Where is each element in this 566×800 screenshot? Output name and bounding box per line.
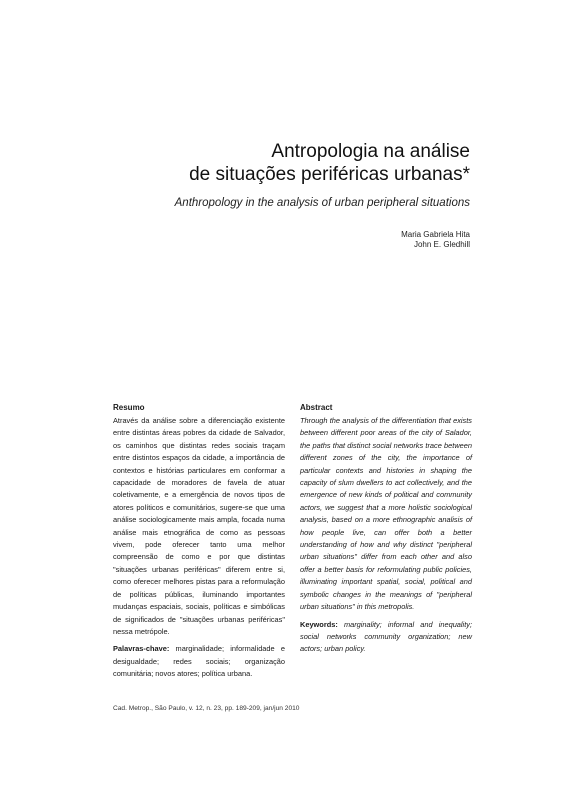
author-2: John E. Gledhill	[413, 240, 470, 249]
abstract-keywords-label: Keywords:	[300, 619, 338, 629]
resumo-keywords-text: marginalidade; informalidade e desigualdade; redes sociais; organização comunitária; novos atores; política urbana.	[113, 644, 285, 679]
title-line-1: Antropologia na análise	[271, 141, 470, 162]
english-subtitle: Anthropology in the analysis of urban peripheral situations	[174, 197, 470, 209]
resumo-body: Através da análise sobre a diferenciação existente entre distintas áreas pobres da cidade de Salvador, os caminhos que distintas redes sociais traçam entre distintos espaços da cidade, a importância de contextos e histórias particulares em conformar a capacidade de moradores de favela de atuar coletivamente, e a emergência de novos tipos de atores políticos e comunitários, sugere-se que uma análise sociologicamente mais ampla, focada numa análise mais etnográfica de como as pessoas vivem, pode oferecer tanto uma melhor compreensão de como e por que distintas "situações urbanas periféricas" diferem entre si, como oferecer melhores pistas para a reformulação de políticas públicas, iluminando importantes mudanças espaciais, sociais, políticas e simbólicas de significados de "situações urbanas periféricas" nessa metrópole.	[113, 416, 285, 636]
resumo-heading: Resumo	[113, 403, 145, 412]
abstract-column	[300, 402, 472, 656]
abstract-heading: Abstract	[300, 403, 333, 412]
abstract-body: Through the analysis of the differentiation that exists between different poor areas of the city of Salador, the paths that distinct social networks trace between different zones of the city, the importance of particular contexts and histories in shaping the capacity of slum dwellers to act collectively, and the emergence of new kinds of political and community actors, we suggest that a more holistic sociological analysis, based on a more ethnographic analisis of how people live, can offer both a better understanding of how and why distinct "peripheral urban situations" differ from each other and also offer a better basis for reformulating public policies, illuminating important spatial, social, political and symbolic changes in the meanings of "peripheral urban situations" in this metropolis.	[300, 416, 472, 612]
resumo-keywords	[113, 643, 285, 680]
author-1: Maria Gabriela Hita	[401, 230, 470, 239]
abstract-keywords	[300, 619, 472, 656]
author-list	[401, 230, 470, 250]
resumo-column	[113, 402, 285, 681]
article-title	[189, 140, 470, 186]
title-line-2: de situações periféricas urbanas*	[189, 164, 470, 185]
abstract-keywords-text: marginality; informal and inequality; social networks community organization; new actors; urban policy.	[300, 619, 473, 654]
citation-footer: Cad. Metrop., São Paulo, v. 12, n. 23, pp. 189-209, jan/jun 2010	[113, 705, 300, 712]
resumo-keywords-label: Palavras-chave:	[113, 644, 170, 654]
